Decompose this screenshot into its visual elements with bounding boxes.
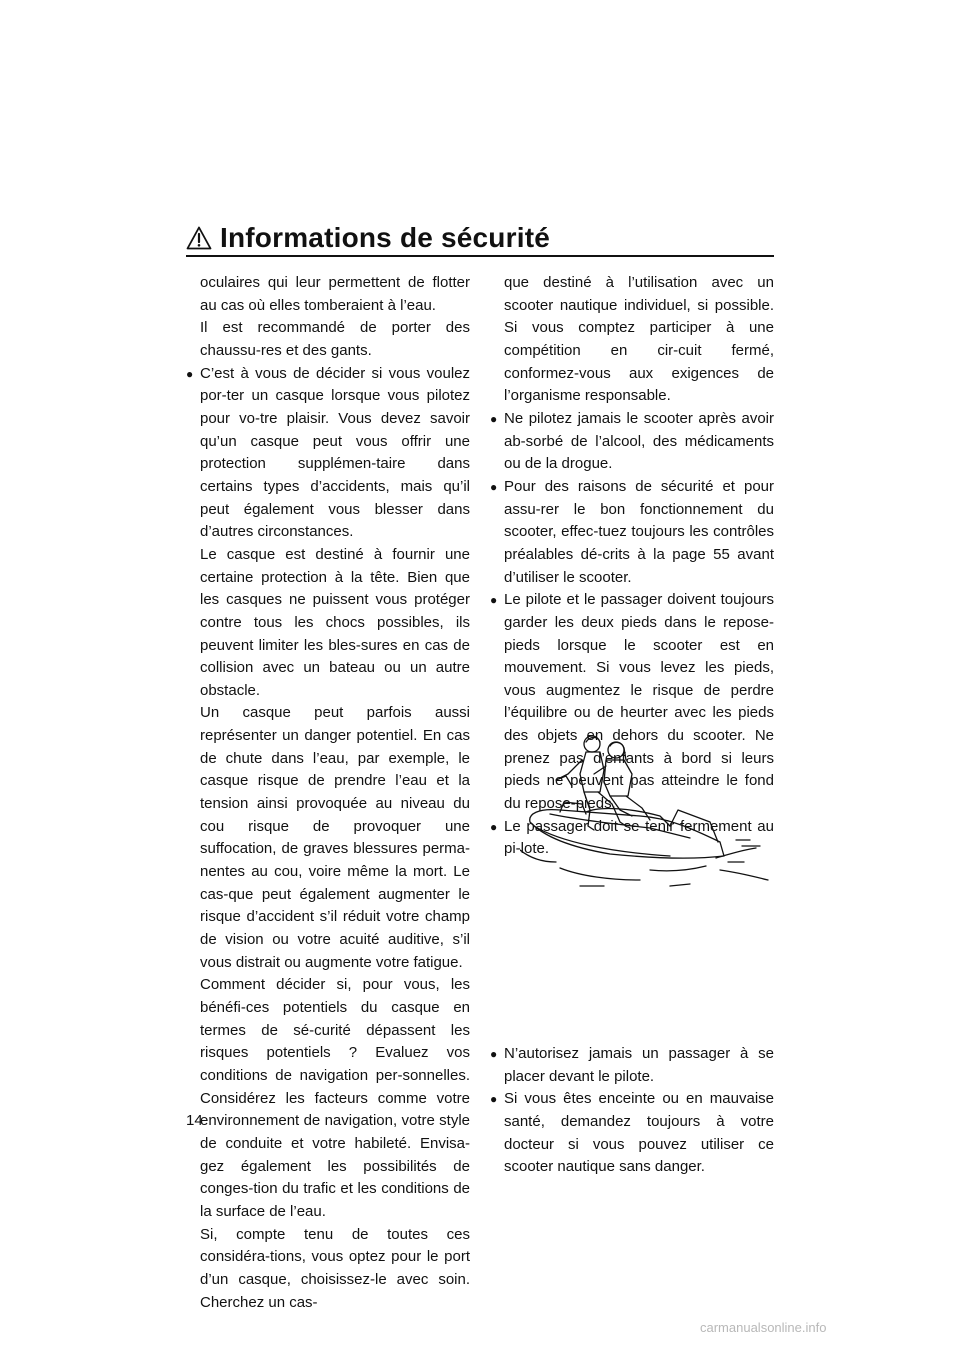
paragraph-text: N’autorisez jamais un passager à se placer devant le pilote. xyxy=(504,1045,774,1085)
page-title: Informations de sécurité xyxy=(220,222,550,253)
bullet-paragraph xyxy=(490,1043,774,1088)
paragraph-text: Si vous êtes enceinte ou en mauvaise santé, demandez toujours à votre docteur si vous pouvez utiliser ce scooter nautique sans danger. xyxy=(504,1090,774,1176)
paragraph-text: oculaires qui leur permettent de flotter au cas où elles tomberaient à l’eau. xyxy=(200,274,470,314)
text-paragraph xyxy=(186,272,470,317)
paragraph-text: C’est à vous de décider si vous voulez por-ter un casque lorsque vous pilotez pour vo-tre plaisir. Vous devez savoir qu’un casque peut vous offrir une protection supplémen-taire dans certains types d’accidents, mais qu’il peut également vous blesser dans d’autres circonstances. xyxy=(200,364,470,541)
text-paragraph xyxy=(490,272,774,408)
bullet-icon: ● xyxy=(490,479,498,494)
paragraph-text: Un casque peut parfois aussi représenter un danger potentiel. En cas de chute dans l’eau, par exemple, le casque risque de prendre l’eau et la tension ainsi provoquée au niveau du cou risque de provoquer une suffocation, de graves blessures perma-nentes au cou, voire même la mort. Le cas-que peut également augmenter le risque d’accident s’il réduit votre champ de vision ou votre acuité auditive, s’il vous distrait ou augmente votre fatigue. xyxy=(200,704,470,971)
bullet-paragraph xyxy=(490,1088,774,1179)
paragraph-text: Comment décider si, pour vous, les bénéfi-ces potentiels du casque en termes de sé-curité dépassent les risques potentiels ? Evaluez vos conditions de navigation per-sonnelles. Considérez les facteurs comme votre environnement de navigation, votre style de conduite et votre habileté. Envisa-gez également les possibilités de conges-tion du trafic et les conditions de la surface de l’eau. xyxy=(200,976,470,1220)
header-rule xyxy=(186,255,774,257)
right-column xyxy=(490,272,774,1179)
text-paragraph xyxy=(186,1224,470,1315)
bullet-icon: ● xyxy=(490,1092,498,1107)
bullet-icon: ● xyxy=(490,819,498,834)
watermark: carmanualsonline.info xyxy=(700,1320,827,1335)
paragraph-text: Il est recommandé de porter des chaussu-res et des gants. xyxy=(200,319,470,359)
warning-triangle-icon xyxy=(186,226,212,250)
right-column-bottom xyxy=(490,1043,774,1179)
bullet-paragraph xyxy=(186,363,470,544)
page-number: 14 xyxy=(186,1112,203,1129)
text-paragraph xyxy=(186,544,470,703)
bullet-icon: ● xyxy=(490,411,498,426)
text-paragraph xyxy=(186,702,470,974)
page-header xyxy=(186,222,774,262)
paragraph-text: que destiné à l’utilisation avec un scooter nautique individuel, si possible. Si vous comptez participer à une compétition en cir-cuit fermé, conformez-vous aux exigences de l’organisme responsable. xyxy=(504,274,774,405)
watercraft-pilot-passenger-illustration xyxy=(520,730,770,890)
text-paragraph xyxy=(186,974,470,1223)
left-column xyxy=(186,272,470,1314)
bullet-icon: ● xyxy=(186,366,194,381)
paragraph-text: Si, compte tenu de toutes ces considéra-tions, vous optez pour le port d’un casque, choisissez-le avec soin. Cherchez un cas- xyxy=(200,1225,470,1311)
paragraph-text: Le casque est destiné à fournir une certaine protection à la tête. Bien que les casques ne puissent vous protéger contre tous les chocs possibles, ils peuvent limiter les bles-sures en cas de collision avec un bateau ou un autre obstacle. xyxy=(200,545,470,699)
bullet-paragraph xyxy=(490,476,774,589)
paragraph-text: Le passager doit se tenir fermement au pi-lote. xyxy=(504,817,774,858)
bullet-icon: ● xyxy=(490,1047,498,1062)
text-paragraph xyxy=(186,317,470,362)
paragraph-text: Ne pilotez jamais le scooter après avoir ab-sorbé de l’alcool, des médicaments ou de la drogue. xyxy=(504,409,774,473)
bullet-paragraph xyxy=(490,408,774,476)
bullet-icon: ● xyxy=(490,593,498,608)
paragraph-text: Le pilote et le passager doivent toujours garder les deux pieds dans le repose-pieds lorsque le scooter est en mouvement. Si vous levez les pieds, vous augmentez le risque de perdre l’équilibre ou de heurter avec les pieds des objets en dehors du scooter. Ne prenez pas d’enfants à bord si leurs pieds ne peuvent pas atteindre le fond du repose-pieds. xyxy=(504,591,774,813)
paragraph-text: Pour des raisons de sécurité et pour assu-rer le bon fonctionnement du scooter, effec-tuez toujours les contrôles préalables dé-crits à la page 55 avant d’utiliser le scooter. xyxy=(504,477,774,586)
